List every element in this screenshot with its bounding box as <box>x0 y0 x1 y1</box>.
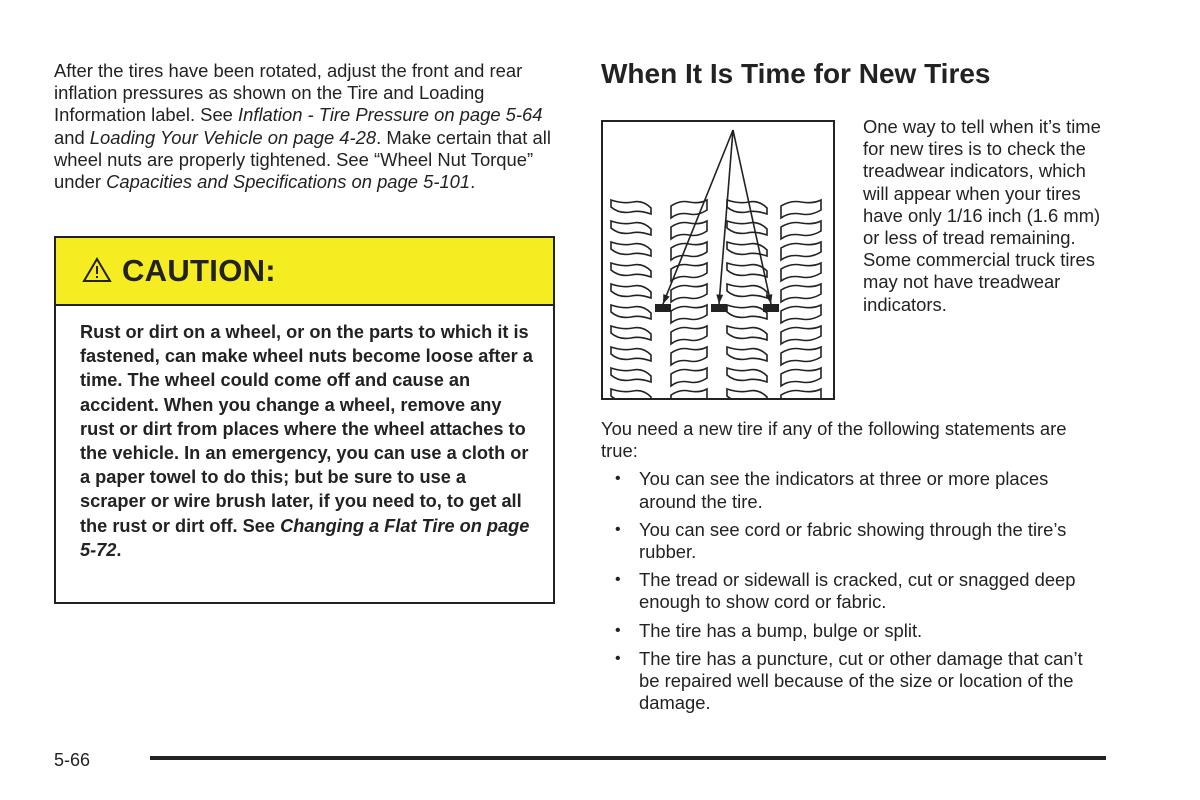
tread-block <box>611 242 651 256</box>
tread-block <box>671 242 707 260</box>
criteria-text: You can see the indicators at three or more places around the tire. <box>639 468 1049 512</box>
tread-block <box>781 221 821 239</box>
tread-block <box>671 368 707 386</box>
footer-rule <box>150 756 1106 760</box>
tread-block <box>727 221 767 235</box>
tread-block <box>781 284 821 302</box>
tread-block <box>611 347 651 361</box>
pointer-arrow <box>733 130 771 304</box>
caution-body <box>56 306 553 562</box>
intro-text: . Make certain that all wheel nuts are properly tightened. See “Wheel Nut Torque” under <box>54 126 551 193</box>
criteria-item <box>601 468 1101 512</box>
bullet-dot-icon: • <box>615 621 621 639</box>
tread-block <box>781 263 821 281</box>
tread-block <box>727 326 767 340</box>
caution-box <box>54 236 555 604</box>
figure-description: One way to tell when it’s time for new tires is to check the treadwear indicators, which will appear when your tires have only 1/16 inch (1.6 mm) or less of tread remaining. Some commercial truck tires may not have treadwear indicators. <box>863 116 1101 315</box>
criteria-item <box>601 519 1101 563</box>
tread-block <box>727 305 767 319</box>
tread-block <box>727 242 767 256</box>
tread-block <box>671 284 707 302</box>
caution-header <box>56 238 553 306</box>
tread-block <box>727 368 767 382</box>
tread-block <box>727 284 767 298</box>
tread-block <box>611 389 651 398</box>
criteria-item <box>601 620 1101 642</box>
rotation-paragraph <box>54 60 554 193</box>
criteria-text: The tread or sidewall is cracked, cut or snagged deep enough to show cord or fabric. <box>639 569 1076 613</box>
page-reference: Capacities and Specifications on page 5-101 <box>106 171 471 193</box>
tread-block <box>611 368 651 382</box>
tire-tread-figure <box>601 120 835 400</box>
tread-block <box>781 347 821 365</box>
tread-block <box>781 326 821 344</box>
tread-block <box>727 263 767 277</box>
tread-block <box>611 200 651 214</box>
tread-block <box>671 305 707 323</box>
caution-title: CAUTION: <box>122 253 276 288</box>
wear-indicator-bar <box>711 304 727 312</box>
left-column <box>54 60 554 193</box>
tread-block <box>611 326 651 340</box>
tread-block <box>781 368 821 386</box>
tread-block <box>781 389 821 398</box>
criteria-text: You can see cord or fabric showing through the tire’s rubber. <box>639 518 1067 563</box>
tread-block <box>671 326 707 344</box>
wear-indicator-bar <box>655 304 671 312</box>
bullet-dot-icon: • <box>615 571 621 589</box>
tread-block <box>671 221 707 239</box>
wear-indicator-bar <box>763 304 779 312</box>
tread-block <box>671 347 707 365</box>
tread-block <box>671 389 707 398</box>
criteria-item <box>601 648 1101 715</box>
bullet-dot-icon: • <box>615 649 621 667</box>
tread-block <box>781 200 821 218</box>
intro-text: . <box>470 171 476 193</box>
right-column <box>601 56 1101 92</box>
caution-text: Rust or dirt on a wheel, or on the parts to which it is fastened, can make wheel nuts become loose after a time. The wheel could come off and cause an accident. When you change a wheel, remove any rust or dirt from places where the wheel attaches to the vehicle. In an emergency, you can use a cloth or a paper towel to do this; but be sure to use a scraper or wire brush later, if you need to, to get all the rust or dirt off. See <box>80 322 533 536</box>
caution-reference: Changing a Flat Tire on page 5-72 <box>80 515 530 560</box>
bullet-dot-icon: • <box>615 520 621 538</box>
caution-end: . <box>116 539 122 560</box>
criteria-intro: You need a new tire if any of the following statements are true: <box>601 418 1067 462</box>
tread-block <box>727 347 767 361</box>
criteria-item <box>601 569 1101 613</box>
page-reference: Inflation - Tire Pressure on page 5-64 <box>238 104 543 126</box>
tread-block <box>727 389 767 398</box>
page-reference: Loading Your Vehicle on page 4-28 <box>89 126 377 148</box>
tread-block <box>781 305 821 323</box>
bullet-dot-icon: • <box>615 470 621 488</box>
new-tire-criteria <box>601 418 1101 720</box>
section-title: When It Is Time for New Tires <box>601 58 991 89</box>
intro-text: After the tires have been rotated, adjust the front and rear inflation pressures as shown on the Tire and Loading Information label. See <box>54 60 523 126</box>
arrow-head <box>663 294 670 304</box>
tread-block <box>611 263 651 277</box>
page-number: 5-66 <box>54 750 91 770</box>
criteria-text: The tire has a puncture, cut or other damage that can’t be repaired well because of the size or location of the damage. <box>639 647 1083 714</box>
criteria-text: The tire has a bump, bulge or split. <box>639 619 923 641</box>
tread-block <box>727 200 767 214</box>
criteria-list <box>601 468 1101 714</box>
pointer-arrow <box>719 130 733 304</box>
tread-block <box>611 284 651 298</box>
intro-text: and <box>54 126 90 148</box>
tread-block <box>611 305 651 319</box>
warning-triangle-icon <box>82 257 112 283</box>
tire-tread-wear-indicator-icon <box>603 122 833 398</box>
tread-block <box>611 221 651 235</box>
tread-block <box>781 242 821 260</box>
